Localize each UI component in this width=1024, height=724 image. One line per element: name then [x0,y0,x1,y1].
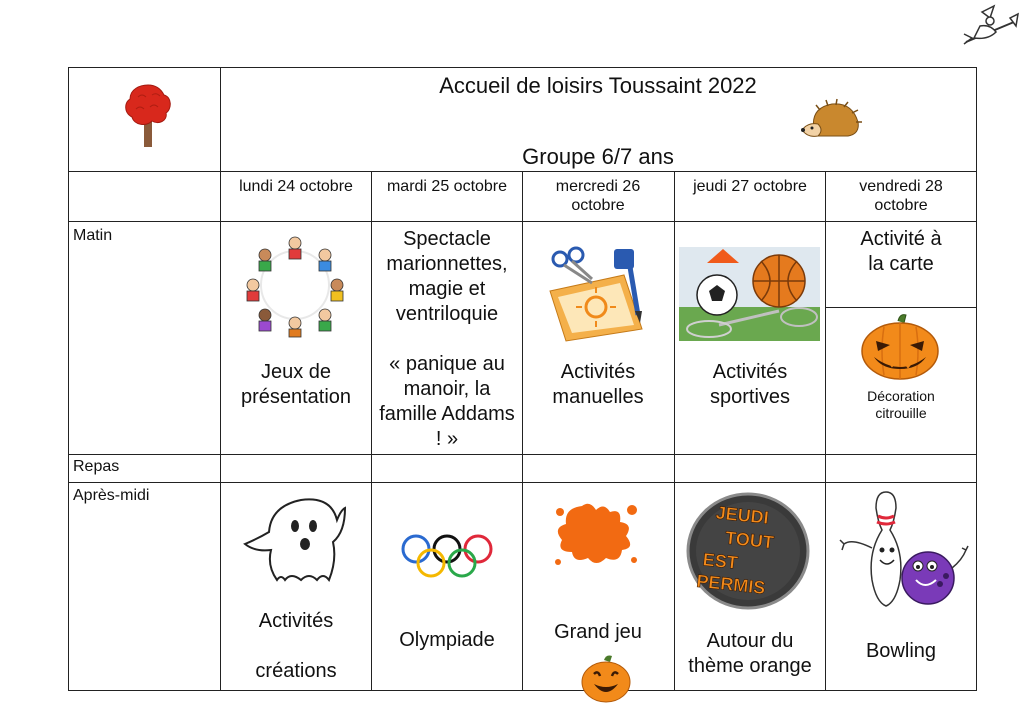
morning-friday-top-activity: Activité à la carte [860,228,942,275]
bowling-icon [830,488,970,612]
jack-o-lantern-icon [860,313,940,381]
row-label-afternoon: Après-midi [73,487,150,504]
hedgehog-icon [800,100,862,140]
sign-text-line1: JEUDI [714,502,770,528]
orange-paint-splash-icon [552,498,640,568]
sports-balls-icon [679,247,820,341]
afternoon-thursday-activity: Autour du thème orange [688,630,812,677]
crafts-icon [546,245,650,341]
day-header-wednesday: mercredi 26 octobre [555,178,641,215]
group-subtitle: Groupe 6/7 ans [522,144,674,169]
page-title: Accueil de loisirs Toussaint 2022 [439,73,757,98]
children-circle-icon [243,233,347,337]
morning-wednesday-activity: Activités manuelles [552,361,644,408]
sign-text-line2: TOUT [724,527,775,553]
afternoon-tuesday-activity: Olympiade [399,629,495,651]
olympic-rings-icon [400,533,494,579]
morning-thursday-activity: Activités sportives [709,361,791,408]
autumn-tree-icon [124,83,172,149]
morning-tuesday-show: Spectacle marionnettes, magie et ventriloquie [386,228,508,325]
smiling-pumpkin-icon [580,654,632,704]
morning-tuesday-show-title: « panique au manoir, la famille Addams ! » [379,353,515,450]
sign-text-line4: PERMIS [695,570,767,598]
afternoon-friday-activity: Bowling [865,640,937,662]
witch-icon [960,4,1020,50]
afternoon-wednesday-activity: Grand jeu [554,621,642,643]
morning-friday-bottom-activity: Décoration citrouille [867,388,935,421]
day-header-thursday: jeudi 27 octobre [693,178,807,195]
row-label-lunch: Repas [73,458,120,475]
jeudi-tout-est-permis-sign [686,492,810,610]
afternoon-monday-activity-line2: créations [255,660,337,682]
ghost-icon [241,496,347,584]
day-header-monday: lundi 24 octobre [239,178,353,195]
day-header-friday: vendredi 28 octobre [859,178,943,215]
day-header-tuesday: mardi 25 octobre [386,178,508,195]
sign-text-line3: EST [701,549,739,573]
row-label-morning: Matin [73,227,113,244]
afternoon-monday-activity-line1: Activités [258,610,334,632]
morning-monday-activity: Jeux de présentation [240,361,352,408]
